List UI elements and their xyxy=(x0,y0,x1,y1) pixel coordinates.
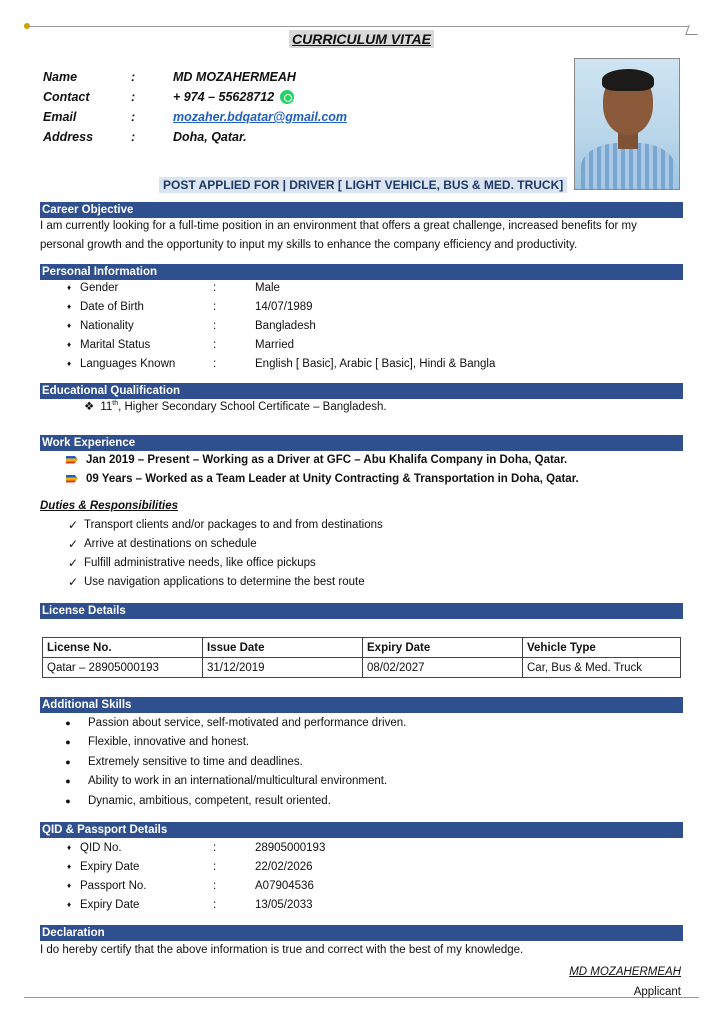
table-cell: 08/02/2027 xyxy=(363,658,523,678)
check-icon: ✓ xyxy=(67,517,79,532)
list-item: ● Ability to work in an international/multicultural environment. xyxy=(65,775,388,788)
pin-icon xyxy=(24,23,30,29)
diamond-bullet-icon: ❖ xyxy=(84,401,95,413)
list-item: ♦ Marital Status : Married xyxy=(66,338,294,351)
check-icon: ✓ xyxy=(67,536,79,551)
table-header: Expiry Date xyxy=(363,638,523,658)
table-header: License No. xyxy=(43,638,203,658)
license-table xyxy=(42,637,681,678)
signature-name: MD MOZAHERMEAH xyxy=(569,966,681,978)
contact-key: Name xyxy=(43,70,78,84)
colon: : xyxy=(131,70,136,84)
photo-shirt xyxy=(581,143,675,190)
skills-list xyxy=(48,713,406,811)
list-item: ✓ Transport clients and/or packages to and from destinations xyxy=(62,515,383,534)
table-header: Vehicle Type xyxy=(523,638,681,658)
section-license-details: License Details xyxy=(40,603,683,619)
work-list xyxy=(66,450,579,488)
duties-heading: Duties & Responsibilities xyxy=(40,500,179,512)
qid-list xyxy=(58,838,325,914)
signature-block xyxy=(569,962,681,1002)
profile-photo xyxy=(574,58,680,190)
list-item: ● Dynamic, ambitious, competent, result oriented. xyxy=(65,794,331,807)
photo-hair xyxy=(602,69,654,91)
table-header: Issue Date xyxy=(203,638,363,658)
table-cell: Car, Bus & Med. Truck xyxy=(523,658,681,678)
personal-info-list xyxy=(58,278,495,373)
list-item: ♦ Date of Birth : 14/07/1989 xyxy=(66,300,313,313)
contact-value: MD MOZAHERMEAH xyxy=(173,70,296,84)
list-item: ♦ QID No. : 28905000193 xyxy=(66,841,326,854)
contact-value: Doha, Qatar. xyxy=(173,130,247,144)
document-title: CURRICULUM VITAE xyxy=(24,31,699,47)
list-item: ● Flexible, innovative and honest. xyxy=(65,736,250,749)
arrow-bullet-icon xyxy=(66,475,78,483)
colon: : xyxy=(131,110,136,124)
contact-row-address xyxy=(43,127,347,147)
list-item: ♦ Expiry Date : 22/02/2026 xyxy=(66,860,313,873)
email-link[interactable]: mozaher.bdqatar@gmail.com xyxy=(173,110,348,124)
list-item: ♦ Languages Known : English [ Basic], Arabic [ Basic], Hindi & Bangla xyxy=(66,357,496,370)
contact-key: Email xyxy=(43,110,77,124)
whatsapp-icon xyxy=(280,90,294,104)
list-item: ♦ Expiry Date : 13/05/2033 xyxy=(66,898,313,911)
contact-row-phone xyxy=(43,87,347,107)
contact-key: Address xyxy=(43,130,94,144)
table-cell: Qatar – 28905000193 xyxy=(43,658,203,678)
declaration-text: I do hereby certify that the above information is true and correct with the best of my knowledge. xyxy=(40,944,524,956)
arrow-bullet-icon xyxy=(66,456,78,464)
section-qid-passport: QID & Passport Details xyxy=(40,822,683,838)
table-cell: 31/12/2019 xyxy=(203,658,363,678)
table-row xyxy=(43,658,681,678)
table-header-row xyxy=(43,638,681,658)
check-icon: ✓ xyxy=(67,574,79,589)
section-career-objective: Career Objective xyxy=(40,202,683,218)
list-item: ✓ Arrive at destinations on schedule xyxy=(62,534,383,553)
colon: : xyxy=(131,90,136,104)
list-item: ♦ Nationality : Bangladesh xyxy=(66,319,316,332)
list-item: ✓ Use navigation applications to determine the best route xyxy=(62,572,383,591)
contact-row-name xyxy=(43,67,347,87)
education-item: ❖ 11th, Higher Secondary School Certificate – Bangladesh. xyxy=(84,400,387,413)
contact-value: + 974 – 55628712 xyxy=(173,90,275,104)
section-work-experience: Work Experience xyxy=(40,435,683,451)
list-item: ● Extremely sensitive to time and deadlines. xyxy=(65,755,303,768)
check-icon: ✓ xyxy=(67,555,79,570)
contact-key: Contact xyxy=(43,90,90,104)
section-declaration: Declaration xyxy=(40,925,683,941)
duties-list xyxy=(62,515,383,591)
career-objective-text: I am currently looking for a full-time position in an environment that offers a great challenge, increased benefits for my personal growth and the opportunity to input my skills to enhance the company efficiency and productivity. xyxy=(40,220,637,251)
section-additional-skills: Additional Skills xyxy=(40,697,683,713)
signature-role: Applicant xyxy=(633,986,681,998)
list-item: 09 Years – Worked as a Team Leader at Unity Contracting & Transportation in Doha, Qatar. xyxy=(66,469,579,488)
list-item: ♦ Gender : Male xyxy=(66,281,280,294)
contact-block xyxy=(43,67,347,147)
list-item: Jan 2019 – Present – Working as a Driver at GFC – Abu Khalifa Company in Doha, Qatar. xyxy=(66,450,579,469)
cv-page xyxy=(24,26,699,998)
colon: : xyxy=(131,130,136,144)
post-applied: POST APPLIED FOR | DRIVER [ LIGHT VEHICLE, BUS & MED. TRUCK] xyxy=(159,177,567,193)
section-education: Educational Qualification xyxy=(40,383,683,399)
list-item: ● Passion about service, self-motivated and performance driven. xyxy=(65,716,407,729)
list-item: ♦ Passport No. : A07904536 xyxy=(66,879,314,892)
list-item: ✓ Fulfill administrative needs, like office pickups xyxy=(62,553,383,572)
contact-row-email xyxy=(43,107,347,127)
section-personal-information: Personal Information xyxy=(40,264,683,280)
